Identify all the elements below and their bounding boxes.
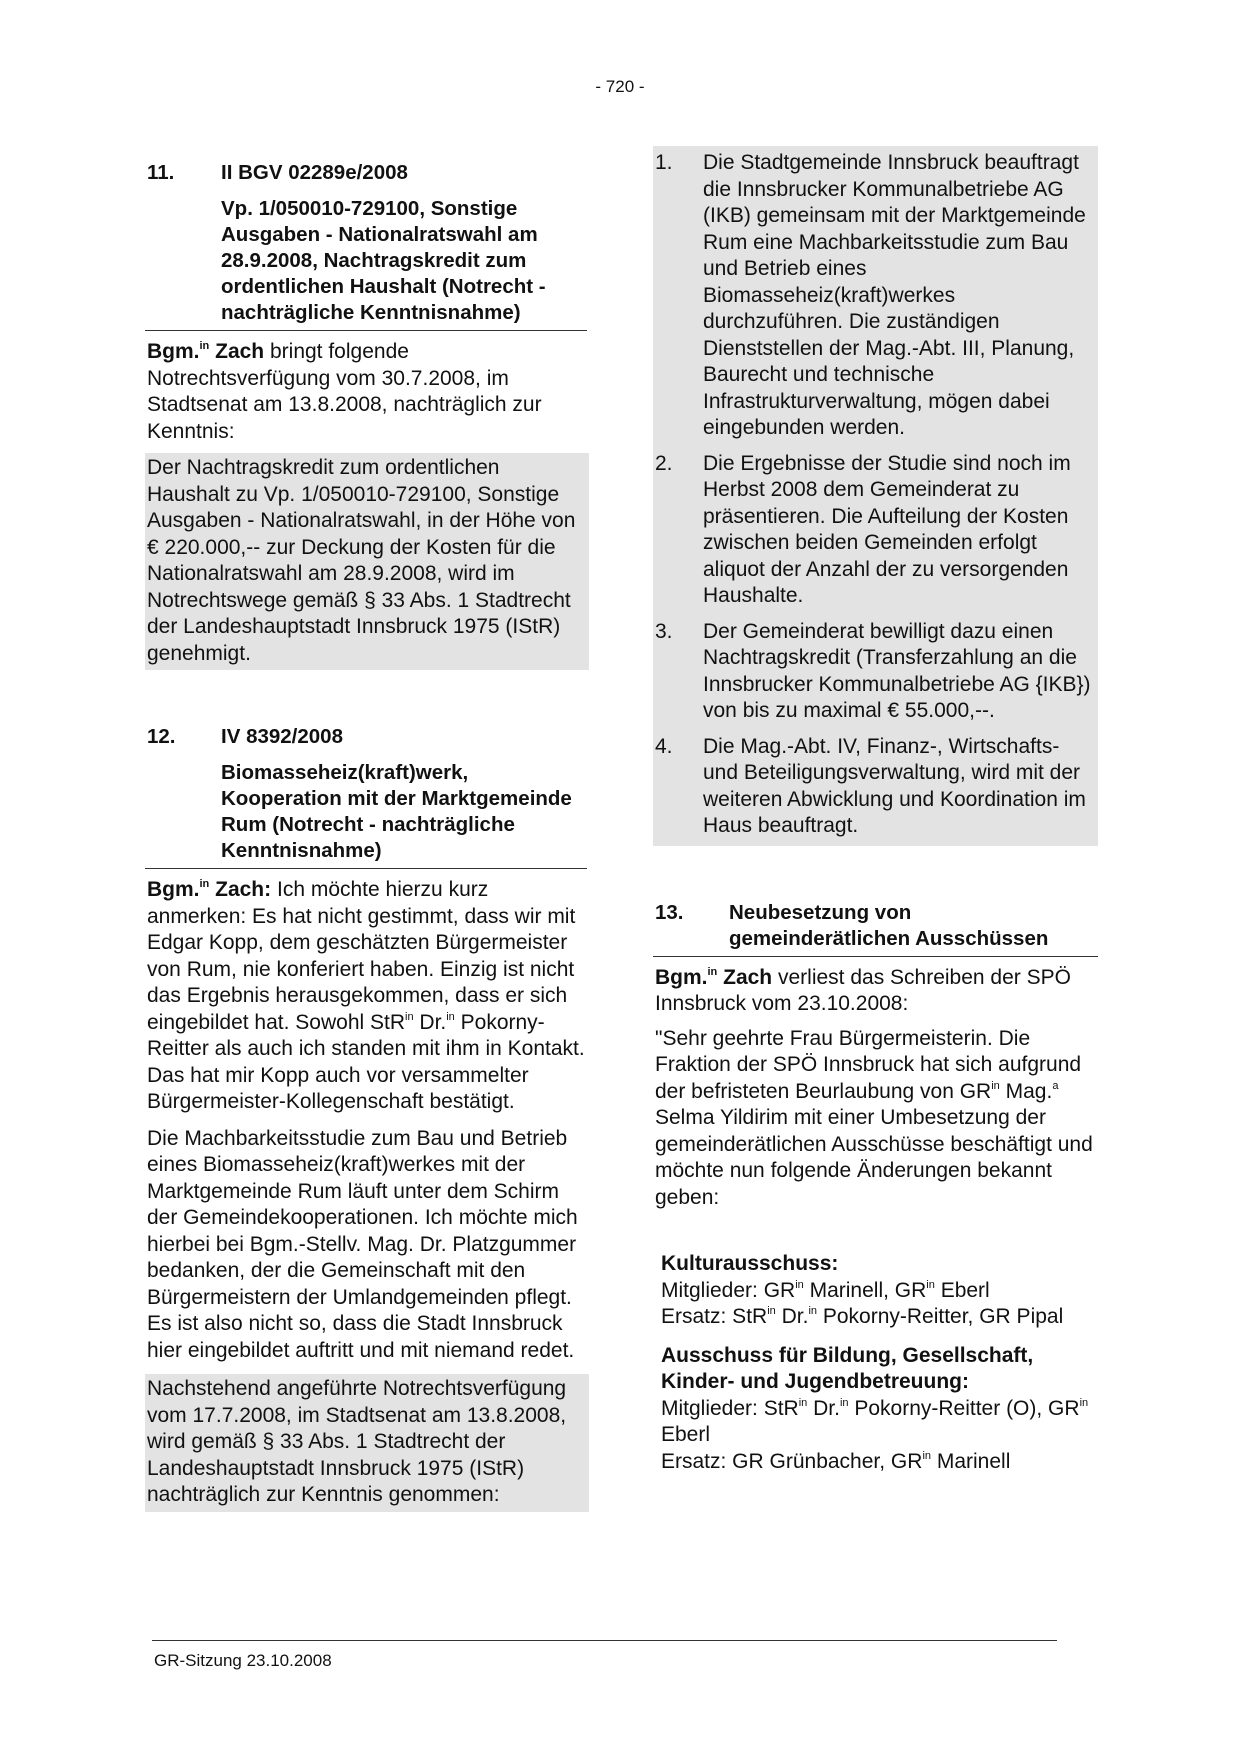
speaker-label: Bgm.$^{in}$ Zach — [655, 965, 773, 989]
item-12 — [147, 724, 587, 1512]
item-12-header — [147, 724, 587, 750]
committee-members: Mitglieder: $GR^{in}$ Marinell, $GR^{in}$ Eberl — [661, 1278, 990, 1302]
item-title: Biomasseheiz(kraft)werk, Kooperation mit der Marktgemeinde Rum (Notrecht - nachträgliche Kenntnisnahme) — [221, 761, 572, 862]
paragraph-text: verliest das Schreiben der SPÖ Innsbruck vom 23.10.2008: — [655, 965, 1071, 1015]
list-item: 4. Die Mag.-Abt. IV, Finanz-, Wirtschafts- und Beteiligungsverwaltung, wird mit der weiteren Abwicklung und Koordination im Haus beauftragt. — [655, 734, 1086, 837]
item-12-title-block — [145, 760, 587, 869]
page-number: - 720 - — [595, 77, 645, 96]
item-13-title-block — [653, 900, 1098, 957]
item-reference: IV 8392/2008 — [221, 725, 343, 748]
item-number: 11. — [147, 161, 175, 184]
list-item: 2. Die Ergebnisse der Studie sind noch im Herbst 2008 dem Gemeinderat zu präsentieren. Die Aufteilung der Kosten zwischen beiden Gemeinden erfolgt aliquot der Anzahl der zu versorgenden Haushalte. — [655, 451, 1071, 607]
item-reference: II BGV 02289e/2008 — [221, 161, 408, 184]
committee-bildung — [655, 1343, 1098, 1476]
committee-substitutes: Ersatz: GR Grünbacher, $GR^{in}$ Marinell — [661, 1449, 1011, 1473]
item-11-header — [147, 160, 587, 186]
paragraph-text: bringt folgende Notrechtsverfügung vom 30.7.2008, im Stadtsenat am 13.8.2008, nachträglich zur Kenntnis: — [147, 340, 542, 443]
list-item: 3. Der Gemeinderat bewilligt dazu einen Nachtragskredit (Transferzahlung an die Innsbrucker Kommunalbetriebe AG {IKB}) von bis zu maximal € 55.000,--. — [655, 619, 1091, 722]
left-column — [147, 160, 587, 1512]
committee-substitutes: Ersatz: StR$^{in}$ Dr.$^{in}$ Pokorny-Reitter, GR Pipal — [661, 1305, 1064, 1328]
footer-divider — [152, 1640, 1057, 1641]
item-11-title-block — [145, 196, 587, 331]
item-number: 13. — [655, 900, 684, 924]
paragraph: Die Machbarkeitsstudie zum Bau und Betrieb eines Biomasseheiz(kraft)werkes mit der Marktgemeinde Rum läuft unter dem Schirm der Gemeindekooperationen. Ich möchte mich hierbei bei Bgm.-Stellv. Mag. Dr. Platzgummer bedanken, der die Gemeinschaft mit den Bürgermeistern der Umlandgemeinden pflegt. Es ist also nicht so, dass die Stadt Innsbruck hier eingebildet auftritt und mit niemand redet. — [147, 1126, 578, 1362]
speaker-paragraph — [147, 339, 587, 445]
committee-kultur — [655, 1251, 1098, 1331]
committee-heading: Kulturausschuss: — [661, 1252, 839, 1275]
item-13 — [655, 900, 1098, 1476]
right-column — [655, 146, 1098, 1475]
footer-session-date: GR-Sitzung 23.10.2008 — [154, 1651, 332, 1670]
item-13-header — [655, 900, 1098, 952]
item-11 — [147, 160, 587, 670]
speaker-paragraph: Bgm.$^{in}$ Zach: Ich möchte hierzu kurz anmerken: Es hat nicht gestimmt, dass wir mit Edgar Kopp, dem geschätzten Bürgermeister von Rum, nie konferiert haben. Einzig ist nicht das Ergebnis herausgekommen, dass er sich eingebildet hat. Sowohl StR$^{in}$ Dr.$^{in}$ Pokorny-Reitter als auch ich standen mit ihm in Kontakt. Das hat mir Kopp auch vor versammelter Bürgermeister-Kollegenschaft bestätigt. — [147, 878, 585, 1113]
speaker-label: Bgm.$^{in}$ Zach: — [147, 878, 272, 901]
resolution-box: Nachstehend angeführte Notrechtsverfügung vom 17.7.2008, im Stadtsenat am 13.8.2008, wird gemäß § 33 Abs. 1 Stadtrecht der Landeshauptstadt Innsbruck 1975 (IStR) nachträglich zur Kenntnis genommen: — [145, 1374, 589, 1512]
resolution-box: Der Nachtragskredit zum ordentlichen Haushalt zu Vp. 1/050010-729100, Sonstige Ausgaben - Nationalratswahl, in der Höhe von € 220.000,-- zur Deckung der Kosten für die Nationalratswahl am 28.9.2008, wird im Notrechtswege gemäß § 33 Abs. 1 Stadtrecht der Landeshauptstadt Innsbruck 1975 (IStR) genehmigt. — [145, 453, 589, 670]
speaker-paragraph — [655, 965, 1098, 1018]
speaker-label: Bgm.$^{in}$ Zach — [147, 340, 265, 363]
item-title: Neubesetzung von gemeinderätlichen Ausschüssen — [729, 900, 1049, 950]
committee-heading: Ausschuss für Bildung, Gesellschaft, Kinder- und Jugendbetreuung: — [661, 1343, 1034, 1393]
item-title: Vp. 1/050010-729100, Sonstige Ausgaben - Nationalratswahl am 28.9.2008, Nachtragskredit zum ordentlichen Haushalt (Notrecht - nachträgliche Kenntnisnahme) — [221, 197, 546, 324]
quoted-letter: "Sehr geehrte Frau Bürgermeisterin. Die Fraktion der SPÖ Innsbruck hat sich aufgrund der befristeten Beurlaubung von $GR^{in}$ Mag.$^a$ Selma Yildirim mit einer Umbesetzung der gemeinderätlichen Ausschüsse beschäftigt und möchte nun folgende Änderungen bekannt geben: — [655, 1026, 1093, 1209]
item-number: 12. — [147, 725, 176, 748]
committee-members: Mitglieder: StR$^{in}$ Dr.$^{in}$ Pokorny-Reitter (O), $GR^{in}$ Eberl — [661, 1396, 1089, 1446]
resolution-list — [653, 146, 1098, 846]
list-item: 1. Die Stadtgemeinde Innsbruck beauftragt die Innsbrucker Kommunalbetriebe AG (IKB) gemeinsam mit der Marktgemeinde Rum eine Machbarkeitsstudie zum Bau und Betrieb eines Biomasseheiz(kraft)werkes durchzuführen. Die zuständigen Dienststellen der Mag.-Abt. III, Planung, Baurecht und technische Infrastrukturverwaltung, mögen dabei eingebunden werden. — [655, 151, 1086, 439]
